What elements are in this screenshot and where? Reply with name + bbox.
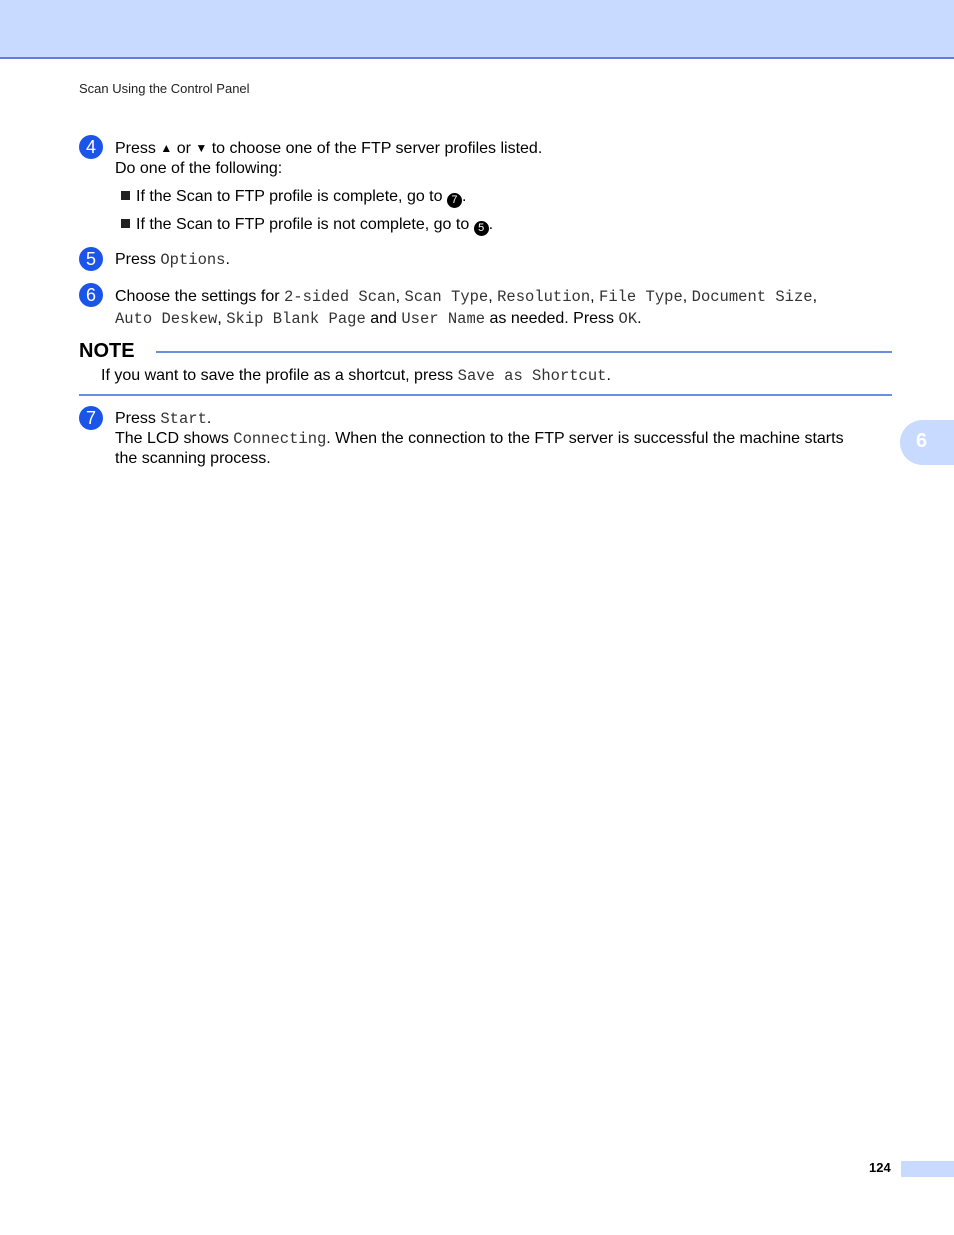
step-text: the scanning process. <box>115 450 271 467</box>
footer-bar <box>901 1161 954 1177</box>
chapter-tab[interactable] <box>900 420 954 465</box>
step-text: . When the connection to the FTP server is successful the machine starts <box>326 430 844 447</box>
page-number: 124 <box>869 1160 891 1175</box>
step-text: to choose one of the FTP server profiles listed. <box>211 140 543 157</box>
step-number-badge: 6 <box>79 283 103 307</box>
note-divider <box>79 394 892 396</box>
lcd-option: Auto Deskew <box>115 310 218 328</box>
step-text: as needed. Press <box>489 310 615 327</box>
chapter-number: 6 <box>916 430 928 452</box>
lcd-option: Start <box>160 410 207 428</box>
lcd-option: Options <box>160 251 226 269</box>
step-text: Press <box>115 140 156 157</box>
lcd-option: 2-sided Scan <box>284 288 396 306</box>
bullet-text: If the Scan to FTP profile is complete, go to <box>136 188 443 205</box>
note-divider <box>156 351 892 353</box>
header-band <box>0 0 954 59</box>
arrow-down-icon: ▼ <box>195 141 208 155</box>
lcd-option: File Type <box>599 288 683 306</box>
lcd-option: Scan Type <box>404 288 489 306</box>
bullet-item: If the Scan to FTP profile is complete, go to 7 . <box>121 187 466 208</box>
lcd-option: Skip Blank Page <box>226 310 366 328</box>
step-text: and <box>370 310 397 327</box>
bullet-square-icon <box>121 191 130 200</box>
lcd-option: Resolution <box>497 288 591 306</box>
step-text: or <box>176 140 191 157</box>
arrow-up-icon: ▲ <box>160 141 173 155</box>
note-title: NOTE <box>79 340 135 362</box>
bullet-text: If the Scan to FTP profile is not complete, go to <box>136 216 470 233</box>
step-ref-badge[interactable]: 7 <box>447 193 462 208</box>
step-number-badge: 7 <box>79 406 103 430</box>
bullet-item: If the Scan to FTP profile is not complete, go to 5 . <box>121 215 493 236</box>
lcd-option: OK <box>618 310 638 328</box>
step-text: The LCD shows <box>115 430 229 447</box>
step-number-badge: 4 <box>79 135 103 159</box>
step-number-badge: 5 <box>79 247 103 271</box>
note-text: If you want to save the profile as a shortcut, press Save as Shortcut. <box>101 367 611 385</box>
step-ref-badge[interactable]: 5 <box>474 221 489 236</box>
lcd-option: Save as Shortcut <box>457 367 607 385</box>
lcd-option: User Name <box>401 310 486 328</box>
step-text: Do one of the following: <box>115 160 283 177</box>
lcd-option: Connecting <box>233 430 327 448</box>
bullet-square-icon <box>121 219 130 228</box>
step-text: Press <box>115 251 156 268</box>
step-text: Choose the settings for <box>115 288 280 305</box>
step-text: Press <box>115 410 156 427</box>
lcd-option: Document Size <box>691 288 813 306</box>
running-head: Scan Using the Control Panel <box>79 81 250 96</box>
